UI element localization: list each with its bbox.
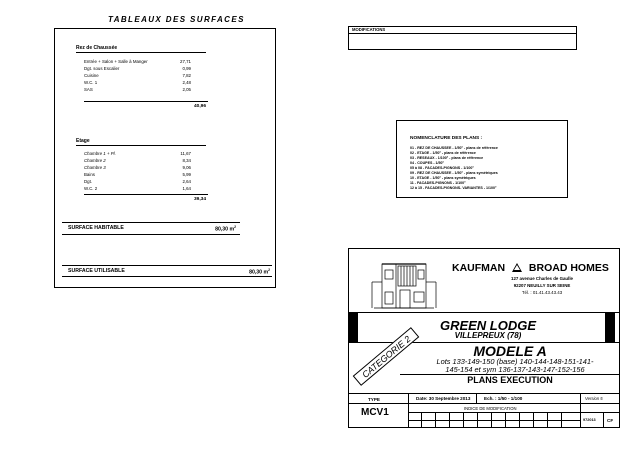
etage-total: 39,34: [193, 197, 206, 202]
divider: [348, 403, 408, 404]
divider: [580, 393, 581, 428]
divider: [408, 403, 620, 404]
etage-row-value: 9,06: [182, 165, 191, 170]
divider: [603, 412, 604, 428]
triangle-icon: [512, 263, 522, 272]
lots-line-1: Lots 133-149-150 (base) 140-144-148-151-141-: [436, 357, 594, 366]
indice-label: INDICE DE MODIFICATION: [464, 406, 517, 411]
rdc-row-label: Dgt. sous Escalier: [84, 66, 120, 71]
rdc-row-label: SAS: [84, 87, 93, 92]
etage-row-value: 5,99: [182, 172, 191, 177]
black-bar-left: [348, 312, 358, 342]
habitable-label: SURFACE HABITABLE: [68, 225, 124, 231]
etage-row-label: W.C. 2: [84, 186, 98, 191]
type-label: TYPE: [368, 397, 380, 402]
code-2: CF: [607, 418, 614, 423]
scale: Ech. : 1/50 - 1/100: [484, 396, 523, 401]
code-1: 972013: [583, 418, 596, 422]
model-name: MODELE A: [473, 343, 547, 359]
divider: [408, 420, 580, 421]
etage-row-value: 11,67: [180, 151, 191, 156]
rdc-total-line: [84, 101, 208, 102]
date: Date: 30 Septembre 2013: [416, 396, 471, 401]
etage-row-label: Chambre 2: [84, 158, 106, 163]
version: Version 5: [585, 396, 603, 401]
rdc-row-value: 2,05: [182, 87, 191, 92]
rdc-row-label: Entrée + Salon + Salle à Manger: [84, 59, 148, 64]
brand-logo: [452, 262, 609, 274]
plans-execution: PLANS EXECUTION: [467, 375, 553, 385]
type-value: MCV1: [361, 407, 389, 418]
nomenclature-line: 01 - REZ DE CHAUSSEE - 1/50° - plans de référence: [410, 146, 498, 150]
divider: [348, 312, 620, 313]
nomenclature-line: 12 à 15 - FACADES-PIGNONS- VARIANTES - 1/100°: [410, 186, 497, 190]
nomenclature-line: 05 à 08 - FACADES-PIGNONS - 1/100°: [410, 166, 474, 170]
etage-section-title: Etage: [76, 138, 90, 144]
lots-line-2: 145-154 et sym 136-137-143-147-152-156: [445, 365, 585, 374]
rdc-row-value: 7,82: [182, 73, 191, 78]
address-line-2: 92207 NEUILLY SUR SEINE: [513, 283, 571, 288]
project-city: VILLEPREUX (78): [454, 331, 522, 340]
nomenclature-title: NOMENCLATURE DES PLANS :: [410, 136, 483, 141]
phone: Tél. : 01.41.43.43.43: [521, 290, 563, 295]
etage-row-value: 2,64: [182, 179, 191, 184]
nomenclature-line: 10 - ETAGE - 1/50° - plans symétriques: [410, 176, 476, 180]
rdc-underline: [76, 52, 206, 53]
utilisable-bottom-line: [62, 276, 272, 277]
divider: [580, 412, 620, 413]
nomenclature-line: 02 - ETAGE - 1/50° - plans de référence: [410, 151, 476, 155]
rdc-row-value: 27,71: [180, 59, 191, 64]
etage-underline: [76, 145, 206, 146]
rdc-row-label: Cuisine: [84, 73, 99, 78]
house-elevation-drawing: [368, 250, 440, 312]
nomenclature-line: 11 - FACADES-PIGNONS - 1/100°: [410, 181, 466, 185]
utilisable-label: SURFACE UTILISABLE: [68, 268, 125, 274]
surfaces-title: TABLEAUX DES SURFACES: [108, 15, 245, 24]
habitable-bottom-line: [62, 234, 240, 235]
etage-row-value: 1,64: [182, 186, 191, 191]
etage-total-line: [84, 194, 208, 195]
divider: [476, 393, 477, 403]
etage-row-label: Bains: [84, 172, 95, 177]
brand-left: KAUFMAN: [452, 262, 506, 274]
project-name: GREEN LODGE: [439, 318, 537, 333]
etage-row-value: 8,34: [182, 158, 191, 163]
nomenclature-line: 09 - REZ DE CHAUSSEE - 1/50° - plans symétriques: [410, 171, 498, 175]
etage-row-label: Chambre 1 + Pl.: [84, 151, 116, 156]
rdc-total: 40,96: [193, 104, 206, 109]
utilisable-top-line: [62, 265, 272, 266]
address-line-1: 127 avenue Charles de Gaulle: [511, 276, 573, 281]
etage-row-label: Chambre 3: [84, 165, 106, 170]
category-stamp: CATEGORIE 2: [353, 327, 420, 386]
rdc-row-value: 0,99: [182, 66, 191, 71]
modifications-title: MODIFICATIONS: [352, 27, 386, 32]
habitable-top-line: [62, 222, 240, 223]
etage-row-label: Dgt.: [84, 179, 93, 184]
habitable-value: 80,30 $m^2$: [215, 225, 236, 233]
utilisable-value: 80,30 $m^2$: [249, 268, 270, 276]
nomenclature-line: 04 - COUPES - 1/50°: [410, 161, 444, 165]
nomenclature-line: 03 - RESEAUX - 1/100° - plans de référence: [410, 156, 484, 160]
rdc-row-label: W.C. 1: [84, 80, 98, 85]
brand-right: BROAD HOMES: [528, 262, 609, 274]
rdc-row-value: 2,48: [182, 80, 191, 85]
rdc-section-title: Rez de Chaussée: [76, 45, 118, 51]
